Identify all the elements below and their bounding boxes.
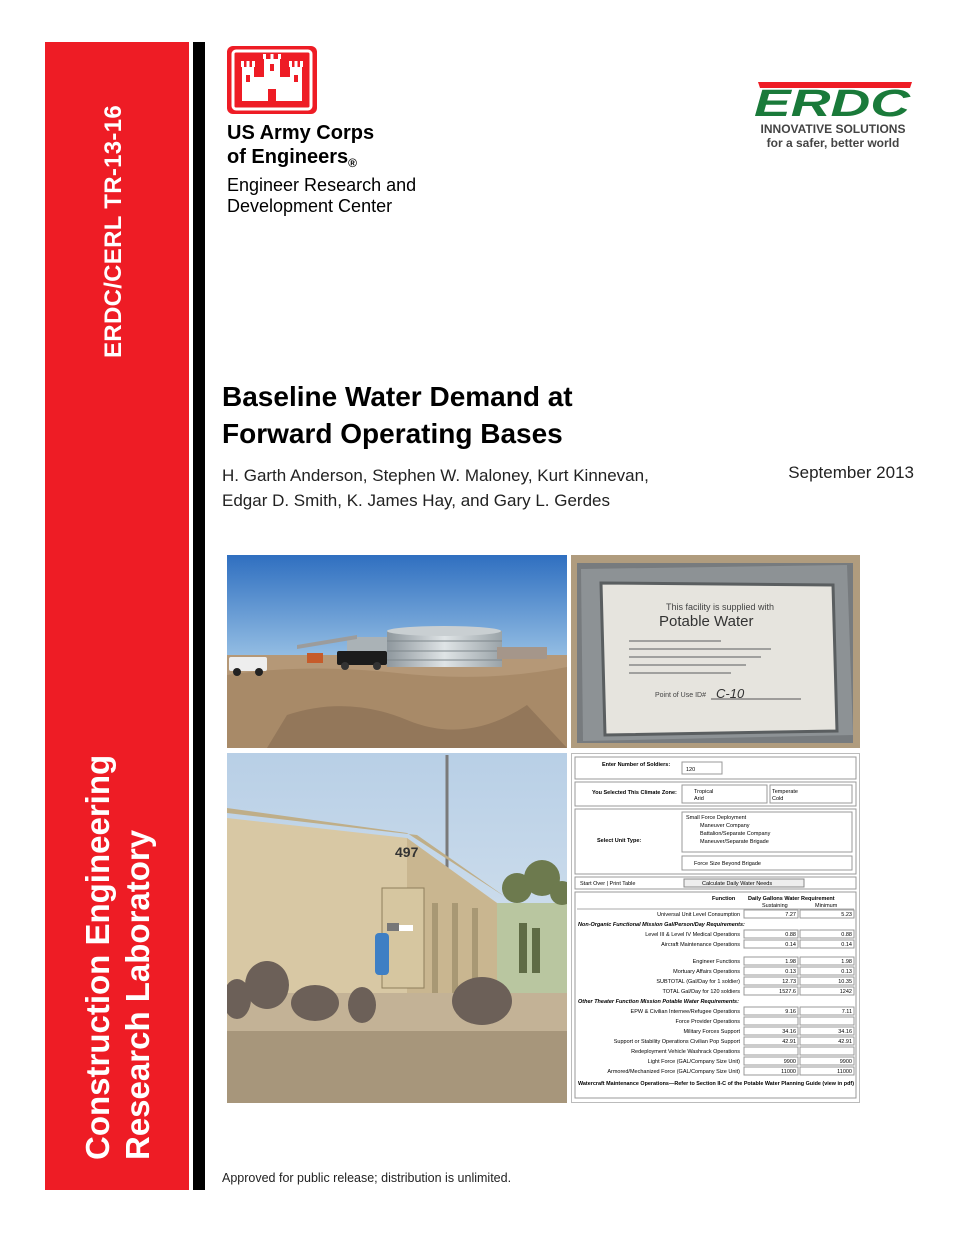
- calc-cell-minimum: 9900: [839, 1059, 852, 1065]
- erdc-logo-text: ERDC: [754, 83, 911, 120]
- agency-line4: Development Center: [227, 196, 393, 216]
- calc-row-label: Armored/Mechanized Force (GAL/Company Size Unit): [607, 1069, 740, 1075]
- calc-climate-label: You Selected This Climate Zone:: [592, 790, 677, 796]
- calc-cell-sustaining: 9900: [783, 1059, 796, 1065]
- calc-cell-minimum: 11000: [837, 1069, 852, 1075]
- calc-row-label: Force Provider Operations: [675, 1019, 740, 1025]
- calc-climate-opt-3: Cold: [772, 796, 784, 802]
- calc-head-function: Function: [712, 896, 736, 902]
- calc-cell-sustaining: 9.16: [785, 1009, 796, 1015]
- calc-section-label: Other Theater Function Mission Potable Water Requirements:: [578, 999, 739, 1005]
- calc-calculate-button[interactable]: Calculate Daily Water Needs: [702, 881, 773, 887]
- sign-text-line1: This facility is supplied with: [666, 602, 775, 612]
- calc-unit-opt-3: Maneuver/Separate Brigade: [700, 839, 769, 845]
- calc-cell-sustaining: 7.27: [785, 912, 796, 918]
- calc-climate-opt-0: Tropical: [694, 789, 714, 795]
- calc-row-label: Universal Unit Level Consumption: [657, 912, 740, 918]
- calc-cell-minimum: 1242: [839, 989, 852, 995]
- report-number: ERDC/CERL TR-13-16: [100, 104, 127, 358]
- authors: [222, 463, 702, 513]
- calc-row-label: Level III & Level IV Medical Operations: [645, 932, 740, 938]
- photo-base-buildings: [227, 753, 567, 1103]
- agency-name: [227, 121, 416, 217]
- calc-cell-sustaining: 0.14: [785, 942, 796, 948]
- calc-cell-minimum: 0.14: [841, 942, 852, 948]
- calc-section-label: Non-Organic Functional Mission Gal/Person/Day Requirements:: [578, 922, 745, 928]
- screenshot-water-calculator: [571, 753, 860, 1103]
- lab-name-line2: Research Laboratory: [119, 829, 156, 1160]
- title-line2: Forward Operating Bases: [222, 418, 563, 449]
- laboratory-name: [78, 755, 158, 1160]
- agency-line3: Engineer Research and: [227, 175, 417, 195]
- calc-start-over-link[interactable]: Start Over | Print Table: [580, 881, 636, 887]
- calc-row-label: Engineer Functions: [692, 959, 740, 965]
- calc-soldiers-value: 120: [686, 767, 696, 773]
- calc-row-label: TOTAL Gal/Day for 120 soldiers: [662, 989, 740, 995]
- publication-date: September 2013: [788, 463, 914, 482]
- calc-cell-box: [800, 1017, 854, 1025]
- calc-cell-sustaining: 42.91: [782, 1039, 796, 1045]
- distribution-statement: Approved for public release; distribution is unlimited.: [222, 1171, 512, 1185]
- calc-cell-minimum: 0.88: [841, 932, 852, 938]
- erdc-tagline1: INNOVATIVE SOLUTIONS: [760, 122, 906, 136]
- calc-row-label: Light Force (GAL/Company Size Unit): [647, 1059, 740, 1065]
- title-line1: Baseline Water Demand at: [222, 381, 573, 412]
- lab-name-line1: Construction Engineering: [79, 754, 116, 1160]
- erdc-tagline: [750, 122, 916, 150]
- calc-climate-opt-1: Arid: [694, 796, 704, 802]
- calc-head-minimum: Minimum: [815, 903, 838, 909]
- calc-unit-label: Select Unit Type:: [597, 838, 642, 844]
- calc-cell-sustaining: 34.16: [782, 1029, 796, 1035]
- authors-line1: H. Garth Anderson, Stephen W. Maloney, Kurt Kinnevan,: [222, 466, 649, 485]
- calc-head-sustaining: Sustaining: [762, 903, 788, 909]
- calc-cell-minimum: 34.16: [838, 1029, 852, 1035]
- calc-footer-note: Watercraft Maintenance Operations—Refer to Section II-C of the Potable Water Planning Guide (view in pdf): [578, 1081, 855, 1087]
- calc-cell-minimum: 1.98: [841, 959, 852, 965]
- calc-cell-box: [744, 1047, 798, 1055]
- calc-cell-minimum: 5.23: [841, 912, 852, 918]
- calc-unit-opt-1: Maneuver Company: [700, 823, 750, 829]
- calc-soldiers-label: Enter Number of Soldiers:: [602, 762, 671, 768]
- calc-unit-opt-0: Small Force Deployment: [686, 815, 747, 821]
- calc-cell-box: [744, 1017, 798, 1025]
- calc-cell-box: [800, 1047, 854, 1055]
- calc-cell-sustaining: 0.13: [785, 969, 796, 975]
- calc-row-label: Military Forces Support: [683, 1029, 740, 1035]
- erdc-tagline2: for a safer, better world: [766, 136, 900, 150]
- photo-potable-water-sign: [571, 555, 860, 748]
- calc-row-label: Aircraft Maintenance Operations: [661, 942, 740, 948]
- calc-row-label: Mortuary Affairs Operations: [673, 969, 740, 975]
- calc-cell-minimum: 42.91: [838, 1039, 852, 1045]
- calc-climate-opt-2: Temperate: [772, 789, 798, 795]
- calc-unit-opt-4: Force Size Beyond Brigade: [694, 861, 761, 867]
- calc-cell-sustaining: 1527.6: [779, 989, 796, 995]
- calc-cell-minimum: 0.13: [841, 969, 852, 975]
- usace-castle-logo: [226, 45, 318, 115]
- calc-row-label: Support or Stability Operations Civilian Pop Support: [613, 1039, 740, 1045]
- photo-water-tank-site: [227, 555, 567, 748]
- calc-unit-opt-2: Battalion/Separate Company: [700, 831, 771, 837]
- calc-cell-sustaining: 1.98: [785, 959, 796, 965]
- authors-line2: Edgar D. Smith, K. James Hay, and Gary L. Gerdes: [222, 491, 611, 510]
- calc-row-label: Redeployment Vehicle Washrack Operations: [631, 1049, 740, 1055]
- calc-cell-minimum: 10.35: [838, 979, 852, 985]
- sign-point-id: C-10: [716, 686, 745, 701]
- calc-row-label: SUBTOTAL (Gal/Day for 1 soldier): [656, 979, 740, 985]
- calc-cell-sustaining: 0.88: [785, 932, 796, 938]
- sign-text-line2: Potable Water: [659, 613, 754, 630]
- calc-cell-sustaining: 12.73: [782, 979, 796, 985]
- sign-text-line3: Point of Use ID#: [655, 692, 706, 699]
- sidebar-black-stripe: [193, 42, 205, 1190]
- calc-row-label: EPW & Civilian Internee/Refugee Operations: [630, 1009, 740, 1015]
- report-title: [222, 378, 782, 452]
- building-number: 497: [395, 844, 419, 860]
- erdc-logo: [752, 78, 914, 120]
- agency-line1: US Army Corps: [227, 122, 375, 144]
- calc-cell-sustaining: 11000: [781, 1069, 796, 1075]
- calc-head-daily: Daily Gallons Water Requirement: [748, 896, 835, 902]
- calc-cell-minimum: 7.11: [841, 1009, 852, 1015]
- registered-mark: ®: [348, 156, 357, 170]
- agency-line2: of Engineers: [227, 146, 349, 168]
